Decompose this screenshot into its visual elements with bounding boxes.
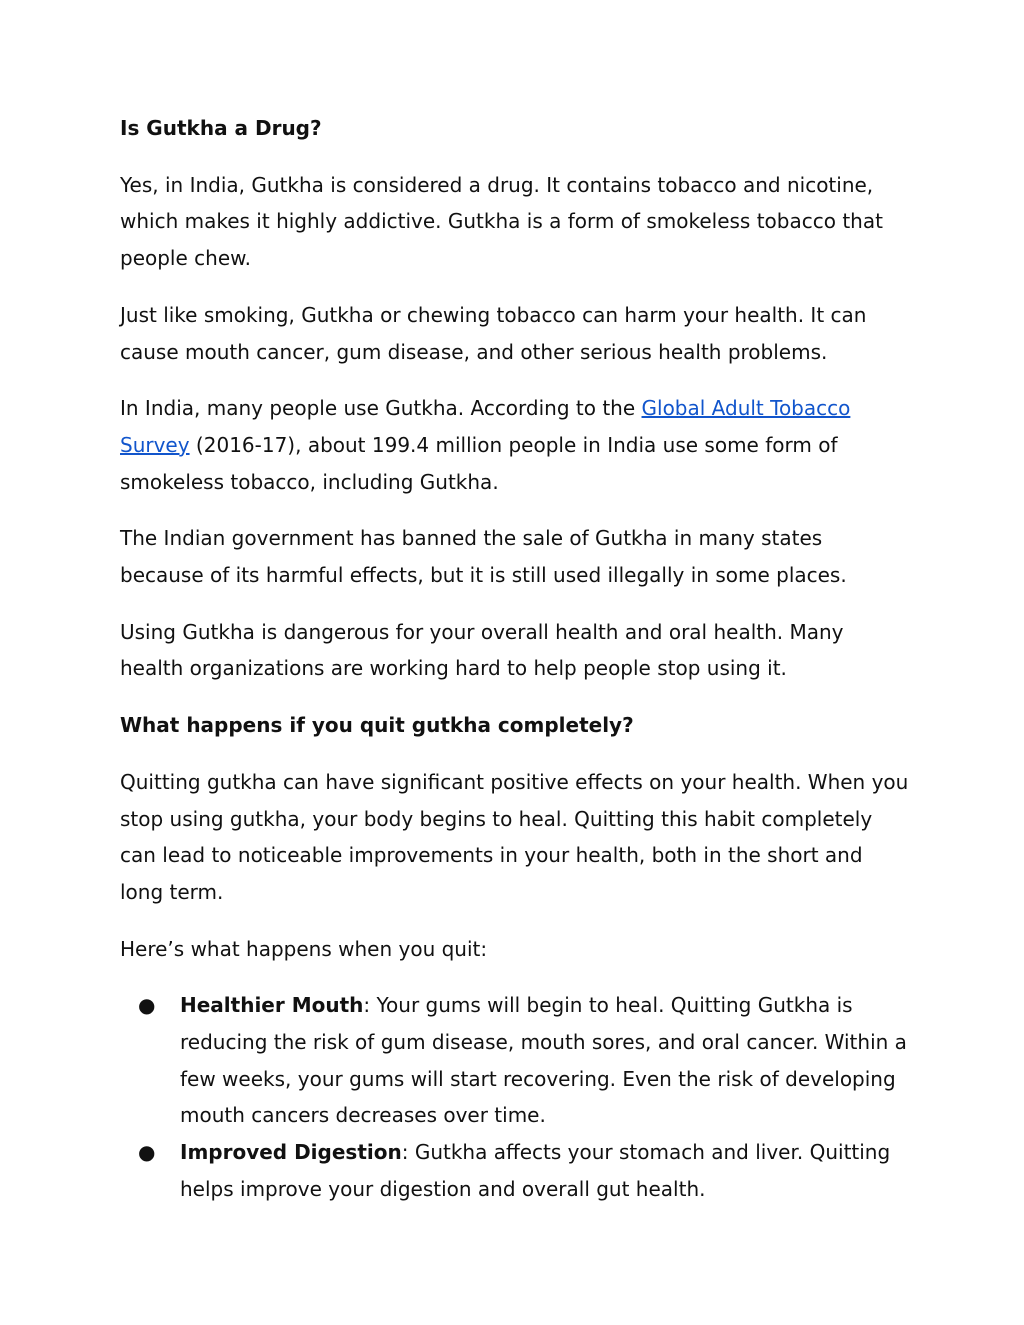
paragraph-survey-text-before: In India, many people use Gutkha. According to the — [120, 396, 642, 421]
bullet-icon: ● — [138, 1140, 156, 1165]
list-item-text: : Gutkha affects your stomach and liver. Quitting helps improve your digestion and overall gut health. — [180, 1140, 891, 1201]
paragraph-dangerous: Using Gutkha is dangerous for your overall health and oral health. Many health organizations are working hard to help people stop using it. — [120, 619, 844, 681]
paragraph-what-happens: Here’s what happens when you quit: — [120, 936, 488, 961]
list-item — [120, 987, 910, 1134]
list-item-text: : Your gums will begin to heal. Quitting Gutkha is reducing the risk of gum disease, mouth sores, and oral cancer. Within a few weeks, your gums will start recovering. Even the risk of developing mouth cancers decreases over time. — [180, 993, 907, 1128]
document-page — [120, 110, 910, 1208]
heading-quit-gutkha: What happens if you quit gutkha completely? — [120, 713, 634, 738]
bullet-icon: ● — [138, 993, 156, 1018]
list-item-term: Healthier Mouth — [180, 993, 364, 1018]
paragraph-survey-text-after: (2016-17), about 199.4 million people in India use some form of smokeless tobacco, including Gutkha. — [120, 432, 838, 494]
global-adult-tobacco-survey-link[interactable]: Global Adult Tobacco Survey — [120, 396, 851, 457]
list-item-term: Improved Digestion — [180, 1140, 402, 1165]
paragraph-health-harm: Just like smoking, Gutkha or chewing tobacco can harm your health. It can cause mouth cancer, gum disease, and other serious health problems. — [120, 302, 867, 364]
benefits-list — [120, 987, 910, 1207]
paragraph-survey — [120, 390, 910, 500]
list-item — [120, 1134, 910, 1207]
heading-is-gutkha-a-drug: Is Gutkha a Drug? — [120, 116, 322, 140]
paragraph-definition: Yes, in India, Gutkha is considered a drug. It contains tobacco and nicotine, which makes it highly addictive. Gutkha is a form of smokeless tobacco that people chew. — [120, 172, 883, 271]
paragraph-quitting-effects: Quitting gutkha can have significant positive effects on your health. When you stop using gutkha, your body begins to heal. Quitting this habit completely can lead to noticeable improvements in your health, both in the short and long term. — [120, 769, 909, 904]
paragraph-ban: The Indian government has banned the sale of Gutkha in many states because of its harmful effects, but it is still used illegally in some places. — [120, 526, 847, 588]
